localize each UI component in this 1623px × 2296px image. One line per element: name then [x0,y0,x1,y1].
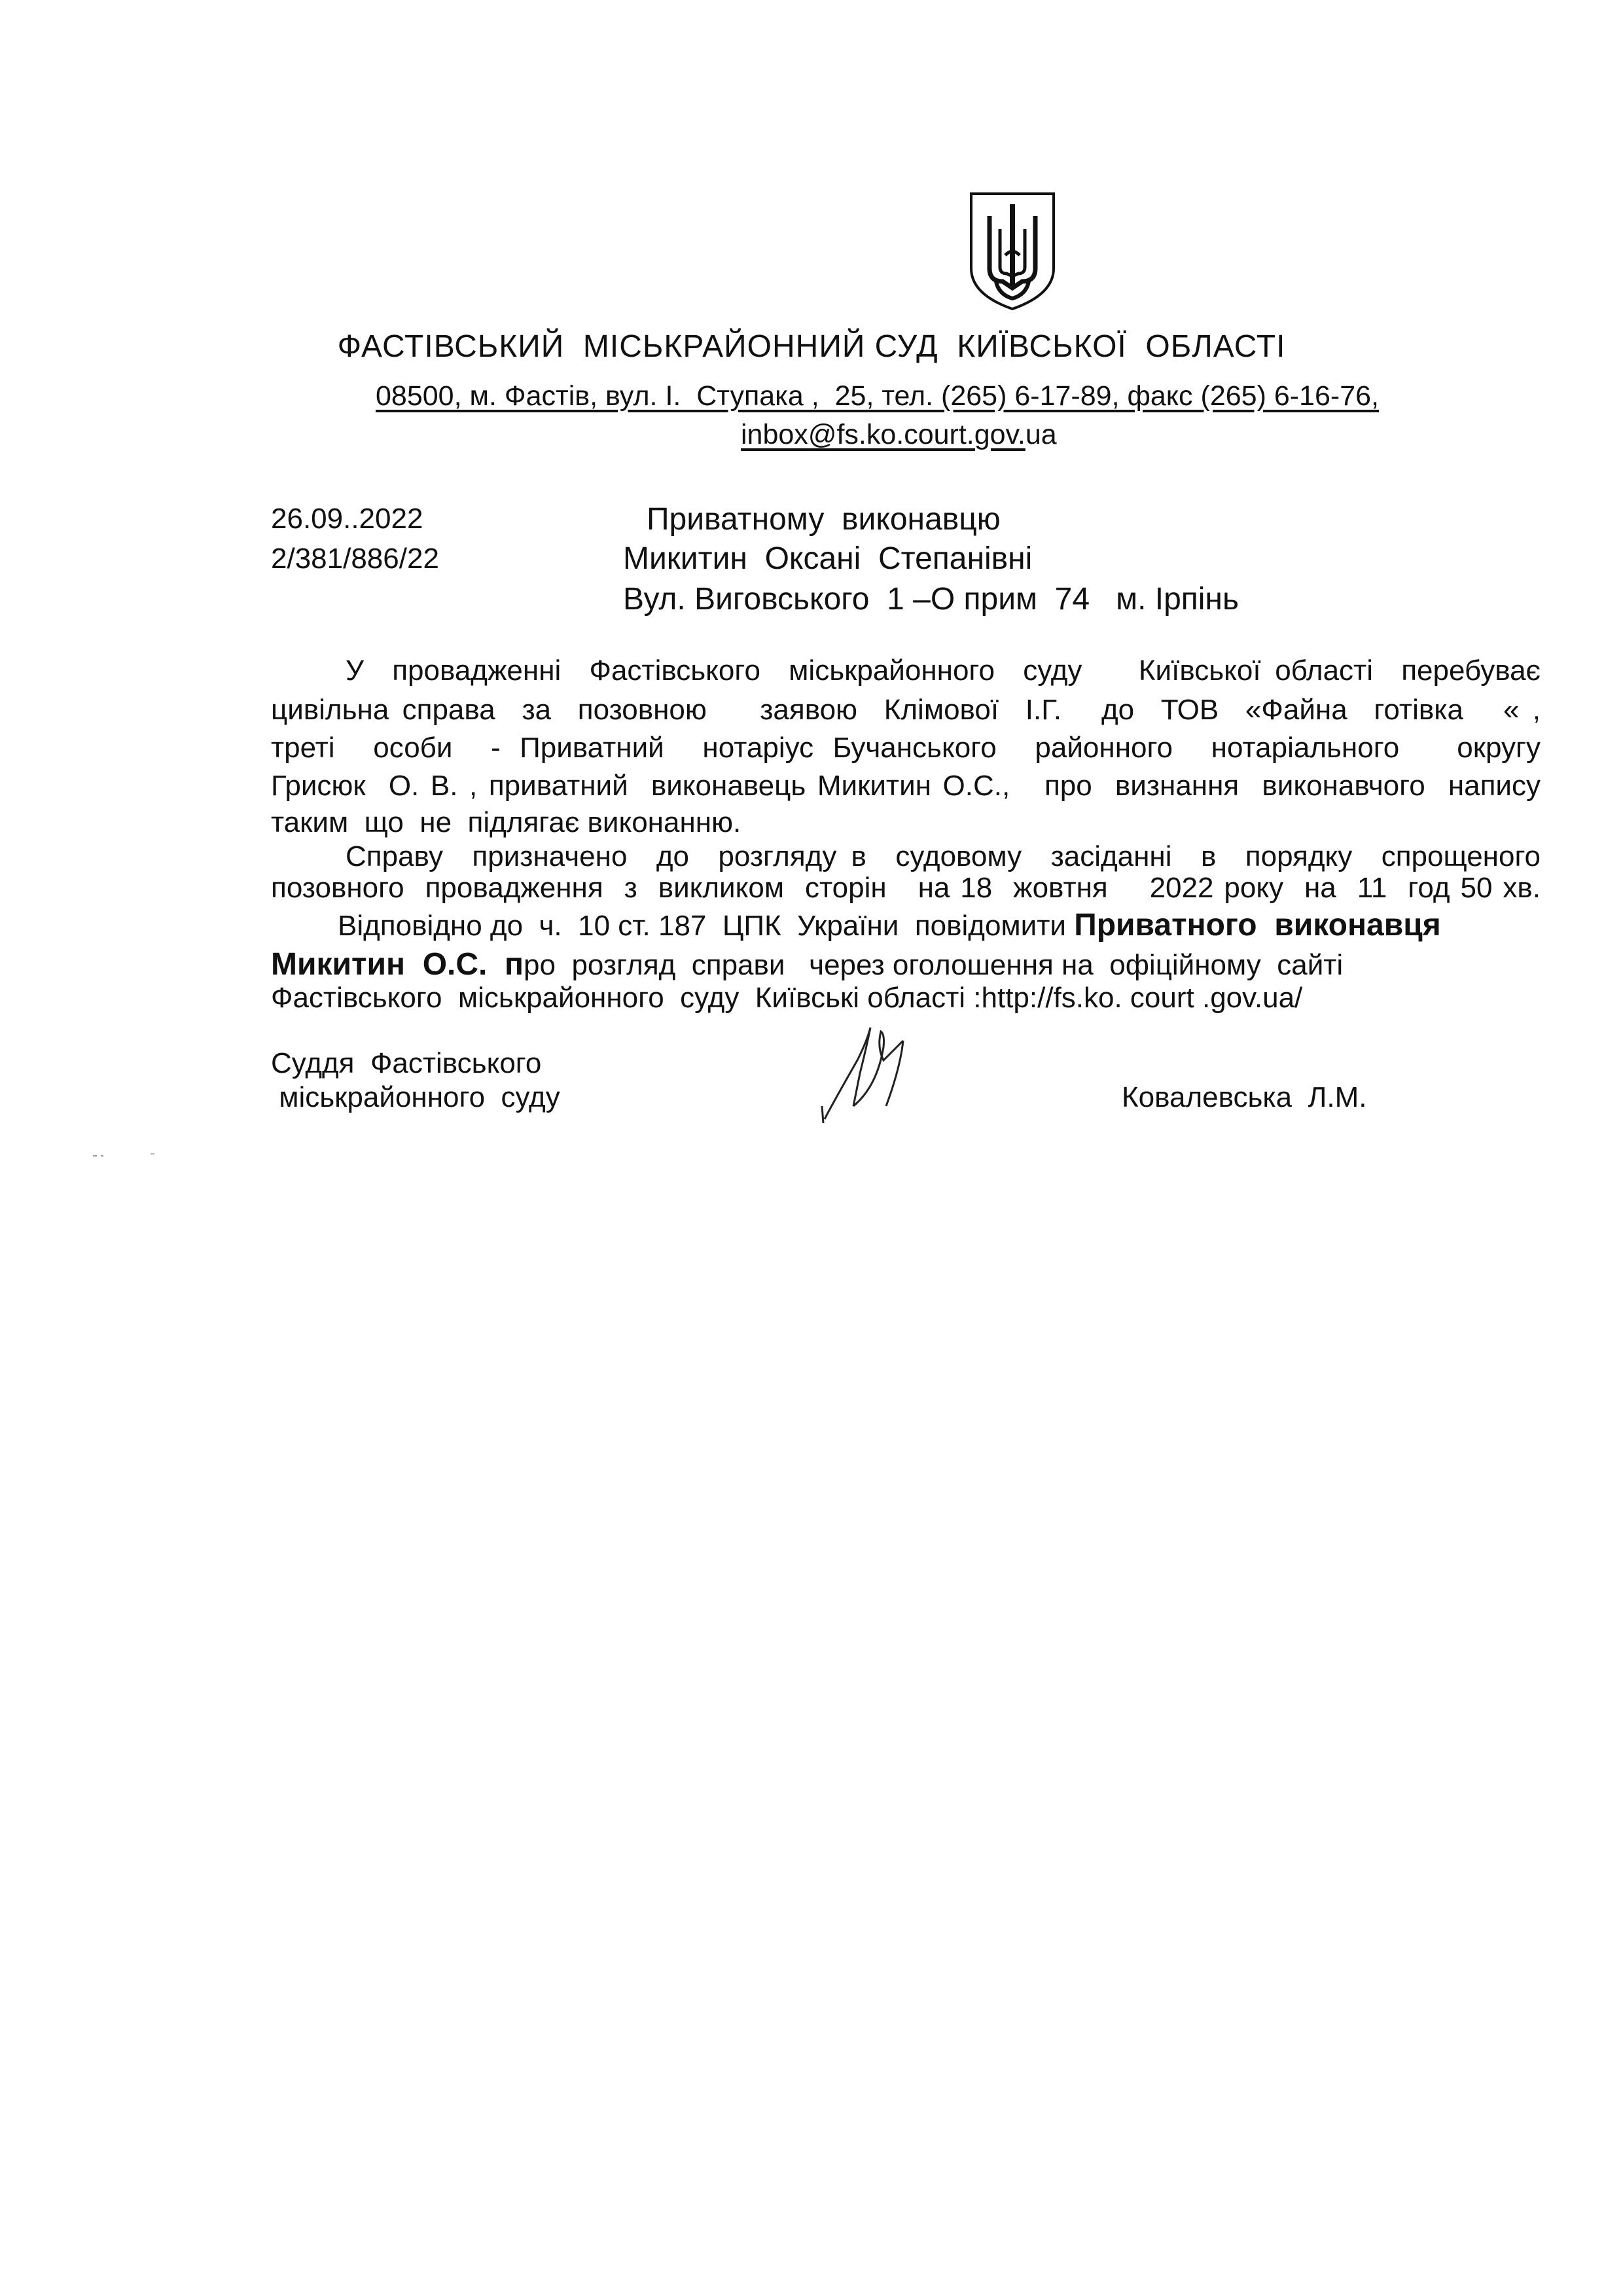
body-line: таким що не підлягає виконанню. [271,806,741,838]
coat-of-arms-icon [966,190,1059,312]
body-line: цивільна справа за позовною заявою Клімової І.Г. до ТОВ «Файна готівка « , [271,694,1541,726]
judge-name: Ковалевська Л.М. [1122,1081,1367,1113]
body-line: Фастівського міськрайонного суду Київські області :http://fs.ko. court .gov.ua/ [271,982,1303,1014]
judge-court: міськрайонного суду [271,1081,560,1113]
body-line: Грисюк О. В. , приватний виконавець Микитин О.С., про визнання виконавчого напису [271,770,1541,802]
body-line: позовного провадження з викликом сторін на 18 жовтня 2022 року на 11 год 50 хв. [271,872,1541,904]
recipient-title: Приватному виконавцю [647,502,1001,537]
recipient-name: Микитин Оксані Степанівні [623,541,1033,576]
body-line: У провадженні Фастівського міськрайонного суду Київської області перебуває [346,655,1541,687]
recipient-address: Вул. Виговського 1 –О прим 74 м. Ірпінь [623,582,1239,617]
court-name: ФАСТІВСЬКИЙ МІСЬКРАЙОННИЙ СУД КИЇВСЬКОЇ ОБЛАСТІ [337,329,1286,364]
handwritten-signature [818,1008,936,1126]
case-number: 2/381/886/22 [271,543,439,575]
notice-text: Відповідно до ч. 10 ст. 187 ЦПК України повідомити [338,910,1075,942]
body-line [338,907,1441,943]
notice-recipient-bold: Микитин О.С. п [271,947,524,982]
body-line [271,946,1343,982]
body-line: Справу призначено до розгляду в судовому засіданні в порядку спрощеного [346,840,1541,872]
notice-text: ро розгляд справи через оголошення на офіційному сайті [524,949,1344,981]
judge-title: Суддя Фастівського [271,1047,542,1079]
court-email [741,419,1057,451]
court-email-tail: ua [1025,419,1057,450]
document-date: 26.09..2022 [271,503,423,535]
court-email-link[interactable]: inbox@fs.ko.court.gov. [741,419,1026,450]
scan-specks [92,1152,164,1158]
body-line: треті особи - Приватний нотаріус Бучанського районного нотаріального округу [271,732,1541,764]
court-address: 08500, м. Фастів, вул. І. Ступака , 25, тел. (265) 6-17-89, факс (265) 6-16-76, [376,380,1379,412]
notice-recipient-bold: Приватного виконавця [1074,908,1441,942]
